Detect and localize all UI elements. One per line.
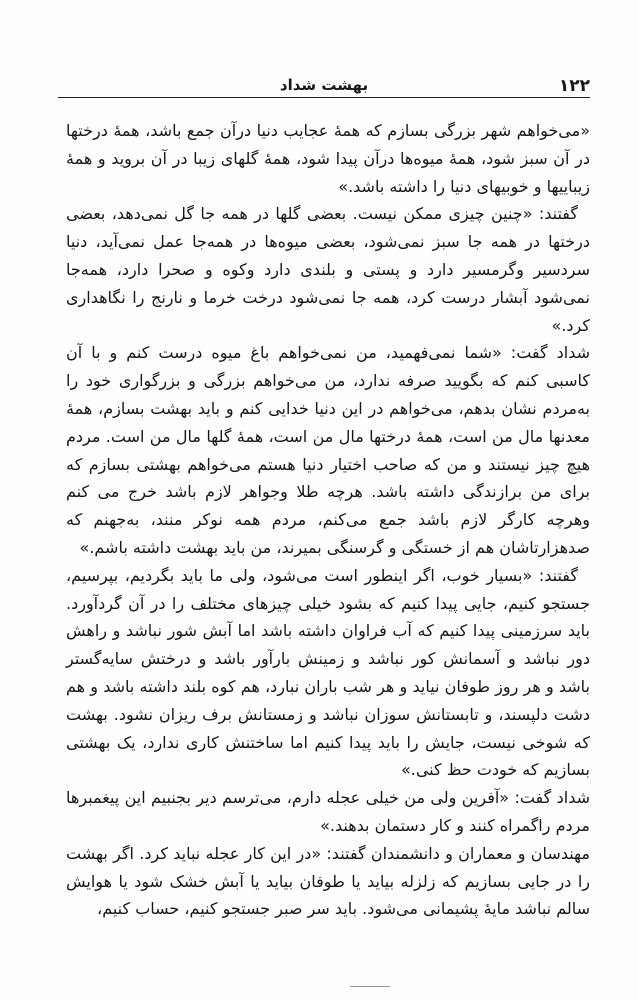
running-title: بهشت شداد	[279, 76, 369, 94]
footer-mark	[350, 986, 390, 987]
paragraph-they-said-impossible: گفتند: «چنین چیزی ممکن نیست. بعضی گلها در همه جا گل نمی‌دهد، بعضی درختها در همه جا سبز نمی‌شود، بعضی میوه‌ها در همه‌جا عمل نمی‌آید، دنیا سردسیر وگرمسیر دارد و پستی و بلندی دارد وکوه و صحرا دارد، همه‌جا نمی‌شود آبشار درست کرد، همه جا نمی‌شود درخت خرما و نارنج را نگاهداری کرد.»	[66, 204, 590, 335]
header-rule	[58, 97, 590, 98]
paragraph-shaddad-hurry: شداد گفت: «آفرین ولی من خیلی عجله دارم، می‌ترسم دیر بجنبیم این پیغمبرها مردم راگمراه کنند و کار دستمان بدهند.»	[66, 788, 590, 835]
page-header	[58, 62, 590, 98]
page-number: ۱۲۲	[558, 76, 590, 96]
paragraph-opening-quote: «می‌خواهم شهر بزرگی بسازم که همهٔ عجایب دنیا درآن جمع باشد، همهٔ درختها در آن سبز شود، همهٔ میوه‌ها درآن پیدا شود، همهٔ گلهای زیبا در آن بروید و همهٔ زیباییها و خوبیهای دنیا را داشته باشد.»	[66, 121, 590, 196]
paragraph-engineers-reply: مهندسان و معماران و دانشمندان گفتند: «در این کار عجله نباید کرد. اگر بهشت را در جایی بسازیم که زلزله بیاید یا طوفان بیاید یا آبش خشک شود یا هوایش سالم نباشد مایهٔ پشیمانی می‌شود. باید سر صبر جستجو کنیم، حساب کنیم،	[66, 843, 590, 919]
paragraph-shaddad-reply: شداد گفت: «شما نمی‌فهمید، من نمی‌خواهم باغ میوه درست کنم و با آن کاسبی کنم که بگویید صرفه ندارد، من می‌خواهم بزرگی و بزرگواری خود را به‌مردم نشان بدهم، می‌خواهم در این دنیا خدایی کنم و باید بهشت بسازم، همهٔ معدنها مال من است، همهٔ درختها مال من است، همهٔ گلها مال من است. مردم هیچ چیز نیستند و من که صاحب اختیار دنیا هستم می‌خواهم بهشتی بسازم که برای من برازندگی داشته باشد. هرچه طلا وجواهر لازم باشد خرج می کنم وهرچه کارگر لازم باشد جمع می‌کنم، مردم همه نوکر منند، به‌جهنم که صدهزارتاشان هم از خستگی و گرسنگی بمیرند، من باید بهشت داشته باشم.»	[66, 343, 590, 557]
page-body	[66, 117, 590, 923]
paragraph-they-agree: گفتند: «بسیار خوب، اگر اینطور است می‌شود، ولی ما باید بگردیم، بپرسیم، جستجو کنیم، جایی پیدا کنیم که بشود خیلی چیزهای مختلف را در آن گردآورد. باید سرزمینی پیدا کنیم که آب فراوان داشته باشد اما آبش شور نباشد و راهش دور نباشد و آسمانش کور نباشد و زمینش بارآور باشد و درختش سایه‌گستر باشد و هر روز طوفان نیاید و هر شب باران نبارد، هم کوه بلند داشته باشد و هم دشت دلپسند، و تابستانش سوزان نباشد و زمستانش برف ریزان نشود. بهشت که شوخی نیست، جایش را باید پیدا کنیم اما ساختنش کاری ندارد، یک بهشتی بسازیم که خودت حظ کنی.»	[66, 565, 590, 780]
